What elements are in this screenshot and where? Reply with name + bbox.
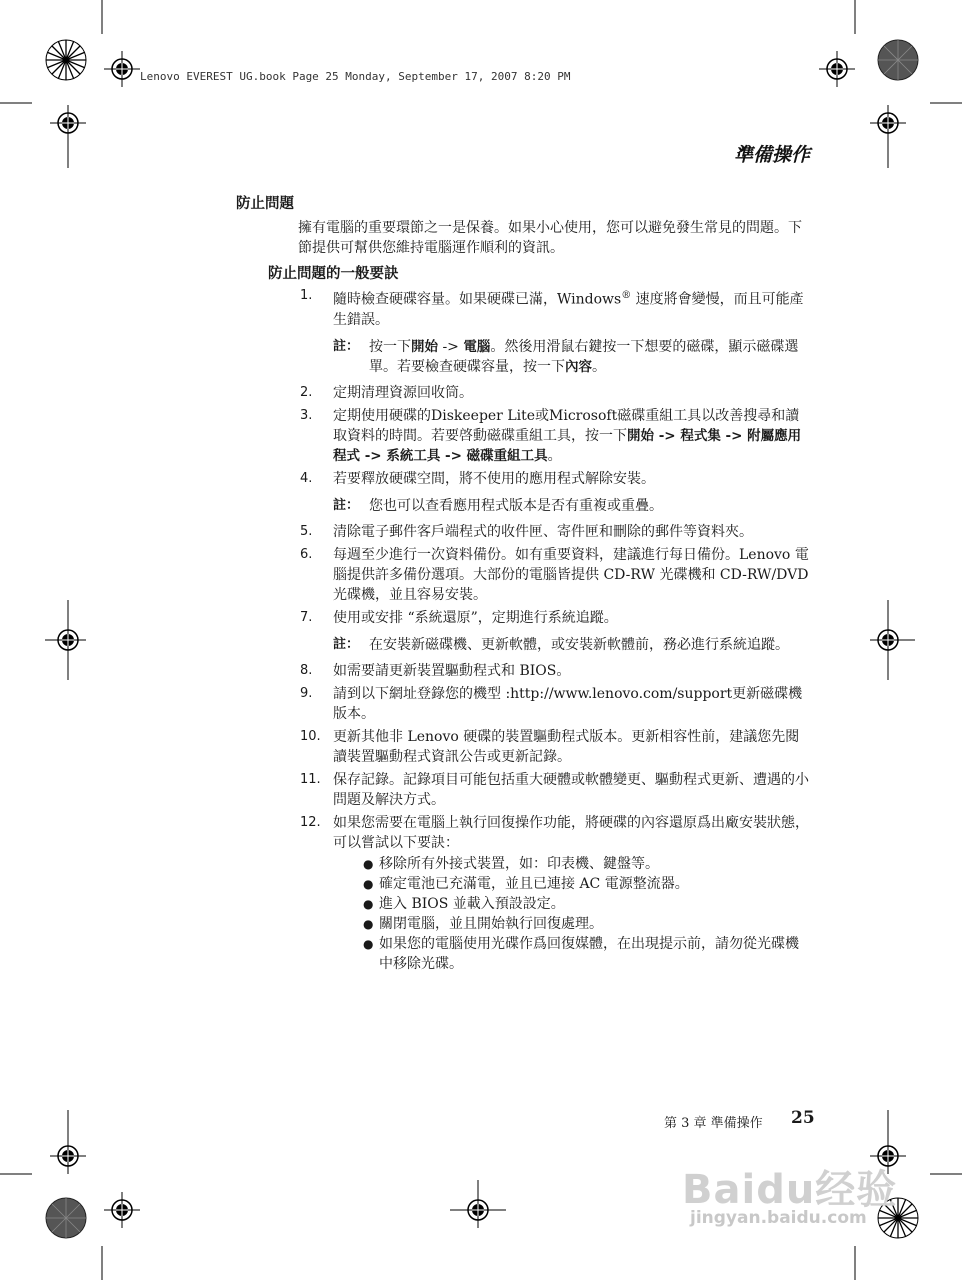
item-text: 請到以下網址登錄您的機型 :http://www.lenovo.com/support更新磁碟機版本。 [333, 685, 803, 722]
bullet-icon: ● [363, 856, 374, 871]
item-number: 3. [300, 407, 313, 423]
bullet-item: ● 移除所有外接式裝置，如：印表機、鍵盤等。 [363, 855, 659, 872]
section-intro: 擁有電腦的重要環節之一是保養。如果小心使用，您可以避免發生常見的問題。下節提供可幫供您維持電腦運作順利的資訊。 [298, 220, 802, 256]
note-text: 您也可以查看應用程式版本是否有重複或重疊。 [369, 497, 663, 514]
bullet-list [363, 854, 812, 974]
list-item [300, 286, 812, 330]
page-number: 25 [791, 1108, 815, 1128]
item-number: 11. [300, 771, 321, 787]
note-label: 註： [333, 338, 360, 354]
list-item [300, 545, 812, 605]
watermark-logo: Baidu经验 [682, 1167, 898, 1213]
item-number: 5. [300, 523, 313, 539]
bullet-item: ● 如果您的電腦使用光碟作爲回復媒體，在出現提示前，請勿從光碟機中移除光碟。 [363, 935, 799, 972]
bullet-item: ● 確定電池已充滿電，並且已連接 AC 電源整流器。 [363, 875, 689, 892]
item-number: 9. [300, 685, 313, 701]
item-number: 4. [300, 470, 313, 486]
watermark-url: jingyan.baidu.com [690, 1208, 867, 1228]
item-number: 10. [300, 728, 321, 744]
item-number: 2. [300, 384, 313, 400]
item-number: 1. [300, 288, 313, 303]
note-label: 註： [333, 497, 360, 513]
item-text: 若要釋放硬碟空間，將不使用的應用程式解除安裝。 [333, 470, 655, 487]
print-header: Lenovo EVEREST UG.book Page 25 Monday, September 17, 2007 8:20 PM [140, 70, 571, 83]
item-text: 更新其他非 Lenovo 硬碟的裝置驅動程式版本。更新相容性前，建議您先閱讀裝置驅動程式資訊公告或更新記錄。 [333, 728, 800, 765]
list-item [300, 469, 812, 489]
bullet-icon: ● [363, 896, 374, 911]
list-item [300, 522, 812, 542]
item-text: 使用或安排 “系統還原”，定期進行系統追蹤。 [333, 609, 618, 626]
list-item [300, 770, 812, 810]
section-heading: 防止問題 [236, 196, 294, 212]
bullet-icon: ● [363, 936, 374, 951]
list-item [300, 661, 812, 681]
chapter-title: 準備操作 [733, 144, 810, 166]
item-text: 如果您需要在電腦上執行回復操作功能，將硬碟的內容還原爲出廠安裝狀態，可以嘗試以下要訣： ● 移除所有外接式裝置，如：印表機、鍵盤等。 ● 確定電池已充滿電，並且已連接 AC 電源整流器。 ● 進入 BIOS 並載入預設設定。 ● 關閉電腦，並且開始執行回復處理。 ● 如果您的電腦使用光碟作爲回復媒體，在出現提示前，請勿從光碟機中移除光碟。 [333, 813, 812, 974]
item-number: 7. [300, 609, 313, 625]
note-label: 註： [333, 636, 360, 652]
list-item [300, 727, 812, 767]
item-text: 清除電子郵件客戶端程式的收件匣、寄件匣和刪除的郵件等資料夾。 [333, 523, 753, 540]
list-item [300, 813, 812, 974]
list-item [300, 383, 812, 403]
item-text: 隨時檢查硬碟容量。如果硬碟已滿，Windows® 速度將會變慢，而且可能產生錯誤。 [333, 290, 804, 328]
bullet-icon: ● [363, 876, 374, 891]
item-text: 定期使用硬碟的Diskeeper Lite或Microsoft磁碟重組工具以改善搜尋和讀取資料的時間。若要啓動磁碟重組工具，按一下開始 -> 程式集 -> 附屬應用程式 -> 系統工具 -> 磁碟重組工具。 [333, 407, 802, 464]
list-item [300, 608, 812, 628]
section-subheading: 防止問題的一般要訣 [268, 266, 399, 282]
item-text: 保存記錄。記錄項目可能包括重大硬體或軟體變更、驅動程式更新、遭遇的小問題及解決方式。 [333, 771, 809, 808]
item-number: 8. [300, 662, 313, 678]
item-number: 12. [300, 814, 321, 830]
list-item [300, 684, 812, 724]
footer-chapter: 第 3 章 準備操作 [664, 1116, 763, 1131]
list-item [300, 406, 812, 466]
note [333, 635, 812, 655]
item-text: 定期清理資源回收筒。 [333, 384, 473, 401]
tips-list [300, 286, 812, 977]
item-text: 每週至少進行一次資料備份。如有重要資料，建議進行每日備份。Lenovo 電腦提供許多備份選項。大部份的電腦皆提供 CD-RW 光碟機和 CD-RW/DVD 光碟機，並且容易安裝。 [333, 546, 809, 603]
item-text: 如需要請更新裝置驅動程式和 BIOS。 [333, 662, 571, 679]
bullet-item: ● 進入 BIOS 並載入預設設定。 [363, 895, 565, 912]
note-text: 按一下開始 -> 電腦。然後用滑鼠右鍵按一下想要的磁碟，顯示磁碟選單。若要檢查硬碟容量，按一下內容。 [369, 338, 799, 375]
item-number: 6. [300, 546, 313, 562]
bullet-icon: ● [363, 916, 374, 931]
note-text: 在安裝新磁碟機、更新軟體，或安裝新軟體前，務必進行系統追蹤。 [369, 636, 789, 653]
bullet-item: ● 關閉電腦，並且開始執行回復處理。 [363, 915, 603, 932]
note [333, 496, 812, 516]
note [333, 337, 812, 377]
